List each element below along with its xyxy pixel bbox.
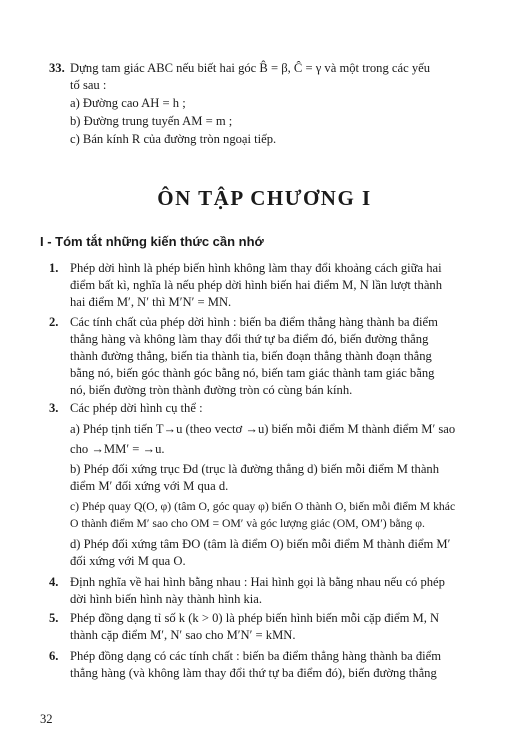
item-line: nó, biến đường tròn thành đường tròn có cùng bán kính. [70, 383, 353, 397]
exercise-number: 33. [49, 61, 65, 75]
exercise-option-c: c) Bán kính R của đường tròn ngoại tiếp. [70, 132, 277, 146]
item-number: 6. [49, 649, 59, 663]
item3-a-line: cho →MM′ = →u. [70, 442, 165, 456]
chapter-title: ÔN TẬP CHƯƠNG I [157, 186, 372, 210]
item-line: thẳng hàng (và không làm thay đổi thứ tự ba điểm đó), biến đường thẳng [70, 666, 437, 680]
item-line: Các tính chất của phép dời hình : biến ba điểm thẳng hàng thành ba điểm [70, 315, 438, 329]
item3-a-line: a) Phép tịnh tiến T→u (theo vectơ →u) biến mỗi điểm M thành điểm M′ sao [70, 422, 456, 436]
item3-b-line: b) Phép đối xứng trục Đd (trục là đường thẳng d) biến mỗi điểm M thành [70, 462, 440, 476]
item-line: hai điểm M′, N′ thì M′N′ = MN. [70, 295, 232, 309]
item3-c-line: O thành điểm M′ sao cho OM = OM′ và góc lượng giác (OM, OM′) bằng φ. [70, 517, 425, 530]
item-line: điểm bất kì, nghĩa là nếu phép dời hình biến hai điểm M, N lần lượt thành [70, 278, 443, 292]
exercise-line: tố sau : [70, 78, 107, 92]
item-number: 5. [49, 611, 59, 625]
page-number: 32 [40, 712, 53, 726]
item-number: 3. [49, 401, 59, 415]
item3-d-line: d) Phép đối xứng tâm ĐO (tâm là điểm O) biến mỗi điểm M thành điểm M′ [70, 537, 451, 551]
item-line: Các phép dời hình cụ thể : [70, 401, 203, 415]
item3-b-line: điểm M′ đối xứng với M qua d. [70, 479, 229, 493]
item-number: 4. [49, 575, 59, 589]
item-line: thẳng hàng và không làm thay đổi thứ tự ba điểm đó, biến đường thẳng [70, 332, 429, 346]
exercise-line: Dựng tam giác ABC nếu biết hai góc B̂ = β, Ĉ = γ và một trong các yếu [70, 61, 431, 75]
item-number: 1. [49, 261, 59, 275]
item-line: thành đường thẳng, biến tia thành tia, biến đoạn thẳng thành đoạn thẳng [70, 349, 432, 363]
exercise-option-a: a) Đường cao AH = h ; [70, 96, 186, 110]
item-line: bằng nó, biến góc thành góc bằng nó, biến tam giác thành tam giác bằng [70, 366, 435, 380]
item-line: Phép dời hình là phép biến hình không làm thay đổi khoảng cách giữa hai [70, 261, 442, 275]
item3-d-line: đối xứng với M qua O. [70, 554, 186, 568]
item3-c-line: c) Phép quay Q(O, φ) (tâm O, góc quay φ) biến O thành O, biến mỗi điểm M khác [70, 500, 456, 513]
item-number: 2. [49, 315, 59, 329]
item-line: Phép đồng dạng có các tính chất : biến ba điểm thẳng hàng thành ba điểm [70, 649, 442, 663]
item-line: thành cặp điểm M′, N′ sao cho M′N′ = kMN. [70, 628, 296, 642]
item-line: Định nghĩa về hai hình bằng nhau : Hai hình gọi là bằng nhau nếu có phép [70, 575, 445, 589]
item-line: Phép đồng dạng tỉ số k (k > 0) là phép biến hình biến mỗi cặp điểm M, N [70, 611, 440, 625]
exercise-option-b: b) Đường trung tuyến AM = m ; [70, 114, 233, 128]
item-line: dời hình biến hình này thành hình kia. [70, 592, 263, 606]
section-title: I - Tóm tắt những kiến thức cần nhớ [40, 234, 264, 249]
